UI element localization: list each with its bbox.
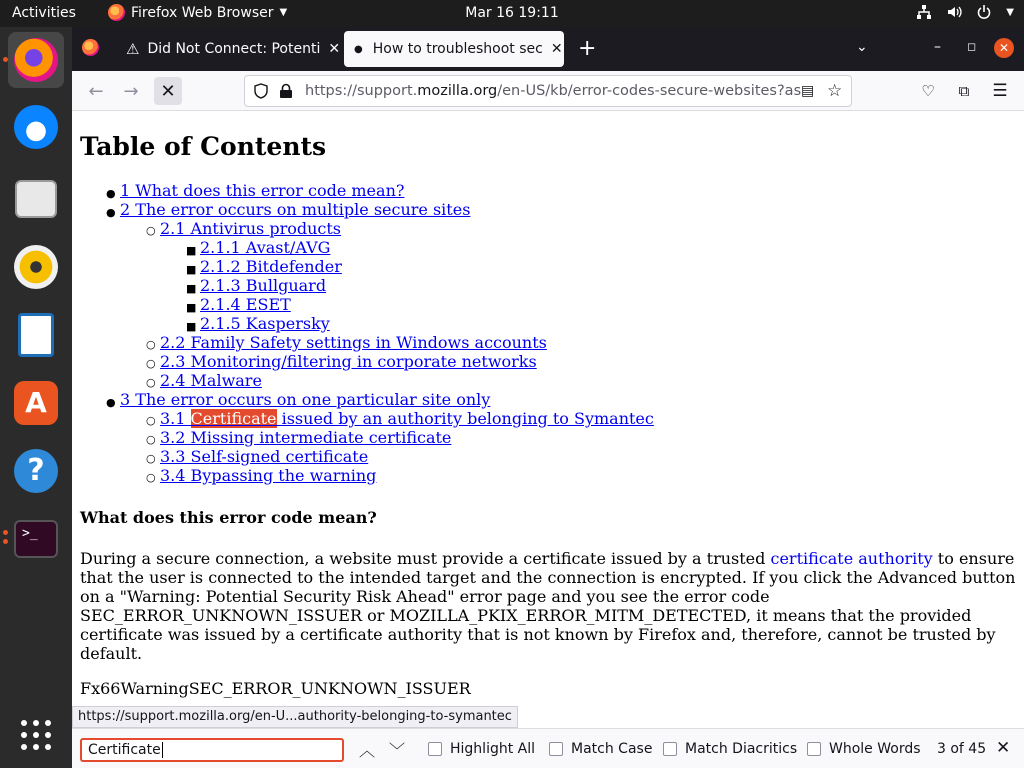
toc-link[interactable]: 2.1.2 Bitdefender [200, 257, 342, 276]
section-heading: What does this error code mean? [80, 508, 377, 527]
tab-did-not-connect[interactable] [116, 31, 341, 67]
rhythmbox-icon [14, 245, 58, 289]
toc-link[interactable]: 3.1 Certificate issued by an authority belonging to Symantec [160, 409, 654, 428]
chevron-down-icon: ﹀ [389, 741, 406, 760]
clock[interactable]: Mar 16 19:11 [465, 5, 559, 21]
lock-icon [279, 83, 293, 99]
toc-heading: Table of Contents [80, 132, 327, 161]
firefox-icon [82, 39, 99, 56]
match-diacritics-checkbox[interactable]: Match Diacritics [663, 741, 797, 757]
dock-thunderbird[interactable] [8, 99, 64, 155]
app-center-icon: A [14, 381, 58, 425]
toc-link[interactable]: 2.1.3 Bullguard [200, 276, 327, 295]
stop-button[interactable] [154, 77, 182, 105]
checkbox-box [807, 742, 821, 756]
chevron-down-icon: ▼ [1006, 6, 1014, 18]
paragraph-error-meaning: During a secure connection, a website must provide a certificate issued by a trusted certificate authority to ensure that the user is connected to the intended target and the connection is encrypted. If you click the Advanced button on a "Warning: Potential Security Risk Ahead" error page and you see the error code SEC_ERROR_UNKNOWN_ISSUER or MOZILLA_PKIX_ERROR_MITM_DETECTED, it means that the provided certificate was issued by a certificate authority that is not known by Firefox and, therefore, cannot be trusted by default. [80, 549, 1016, 663]
firefox-icon [108, 4, 125, 21]
toc-link[interactable]: 2.1 Antivirus products [160, 219, 342, 238]
bullet-icon: ■ [186, 263, 197, 276]
find-previous-button[interactable] [359, 738, 375, 761]
help-icon: ? [14, 449, 58, 493]
dock-files[interactable] [8, 171, 64, 227]
tab-bar [72, 27, 1024, 71]
app-menu-button[interactable] [986, 77, 1014, 105]
dock-firefox[interactable] [8, 32, 64, 88]
toc-link[interactable]: 2.1.1 Avast/AVG [200, 238, 331, 257]
find-bar [72, 728, 1024, 768]
terminal-icon: >_ [14, 520, 58, 558]
bullet-icon: ○ [146, 452, 156, 465]
toc-link[interactable]: 2.1.4 ESET [200, 295, 291, 314]
find-result-count: 3 of 45 [937, 741, 987, 757]
bullet-icon: ○ [146, 433, 156, 446]
forward-button[interactable] [117, 77, 145, 105]
navigation-toolbar [72, 71, 1024, 111]
toc-link[interactable]: 2.1.5 Kaspersky [200, 314, 330, 333]
network-icon [916, 4, 932, 20]
certificate-authority-link[interactable]: certificate authority [770, 549, 933, 568]
hamburger-icon: ☰ [992, 81, 1008, 101]
running-indicator [3, 530, 8, 535]
thunderbird-icon [14, 105, 58, 149]
find-input[interactable]: Certificate [80, 738, 344, 762]
url-bar[interactable] [244, 75, 852, 107]
close-icon: ✕ [996, 738, 1011, 758]
pocket-button[interactable] [914, 77, 942, 105]
running-indicator [3, 539, 8, 544]
toc-link[interactable]: 3.3 Self-signed certificate [160, 447, 369, 466]
power-icon [976, 4, 992, 20]
bullet-icon: ○ [146, 471, 156, 484]
dock-libreoffice-writer[interactable] [8, 307, 64, 363]
toc-link[interactable]: 3 The error occurs on one particular site only [120, 390, 491, 409]
whole-words-checkbox[interactable]: Whole Words [807, 741, 921, 757]
bullet-icon: ○ [146, 224, 156, 237]
grid-icon [20, 719, 52, 751]
tab-title: How to troubleshoot sec [372, 41, 543, 57]
chevron-down-icon: ▼ [279, 7, 288, 18]
paragraph-warning-image-caption: Fx66WarningSEC_ERROR_UNKNOWN_ISSUER [80, 679, 471, 698]
checkbox-box [549, 742, 563, 756]
find-highlight: Certificate [190, 409, 277, 428]
bullet-icon: ○ [146, 338, 156, 351]
bookmark-star-icon[interactable]: ☆ [827, 81, 843, 101]
arrow-right-icon: → [123, 80, 139, 102]
toc-link[interactable]: 2.3 Monitoring/filtering in corporate networks [160, 352, 537, 371]
writer-icon [18, 313, 54, 357]
checkbox-box [428, 742, 442, 756]
bullet-icon: ○ [146, 414, 156, 427]
back-button[interactable] [82, 77, 110, 105]
reader-view-icon[interactable]: ▤ [801, 83, 815, 99]
warning-icon: ⚠ [126, 40, 140, 58]
arrow-left-icon: ← [88, 80, 104, 102]
bullet-icon: ● [106, 187, 116, 200]
find-next-button[interactable] [389, 738, 405, 761]
extensions-button[interactable] [950, 77, 978, 105]
list-all-tabs-button[interactable]: ⌄ [856, 39, 868, 55]
toc-link[interactable]: 2 The error occurs on multiple secure sites [120, 200, 471, 219]
shield-icon [253, 83, 269, 99]
toc-link[interactable]: 2.2 Family Safety settings in Windows accounts [160, 333, 547, 352]
folder-icon [15, 180, 57, 218]
page-content [72, 112, 1024, 728]
system-menu[interactable] [916, 4, 1014, 20]
bullet-icon: ■ [186, 282, 197, 295]
activities-button[interactable]: Activities [12, 5, 76, 21]
bullet-icon: ■ [186, 320, 197, 333]
running-indicator [3, 57, 8, 62]
bullet-icon: ○ [146, 357, 156, 370]
url-text[interactable]: https://support.mozilla.org/en-US/kb/error-codes-secure-websites?as [305, 83, 802, 99]
toc-link[interactable]: 3.2 Missing intermediate certificate [160, 428, 452, 447]
chevron-up-icon: ︿ [359, 741, 376, 760]
system-top-bar [0, 0, 1024, 27]
match-case-checkbox[interactable]: Match Case [549, 741, 652, 757]
bullet-icon: ■ [186, 301, 197, 314]
tab-how-to-troubleshoot[interactable] [344, 31, 564, 67]
pocket-icon: ♡ [921, 82, 935, 100]
show-applications-button[interactable] [8, 707, 64, 763]
link-status-panel: https://support.mozilla.org/en-U...authority-belonging-to-symantec [72, 706, 518, 728]
toc-link[interactable]: 1 What does this error code mean? [120, 181, 405, 200]
bullet-icon: ○ [146, 376, 156, 389]
close-icon[interactable]: ✕ [328, 41, 341, 57]
checkbox-box [663, 742, 677, 756]
maximize-button[interactable]: ◻ [967, 40, 977, 53]
firefox-view-button[interactable] [82, 39, 99, 56]
dock-help[interactable] [8, 443, 64, 499]
dock-rhythmbox[interactable] [8, 239, 64, 295]
bullet-icon: ■ [186, 244, 197, 257]
loading-icon: ● [354, 43, 363, 55]
close-find-bar-button[interactable] [996, 738, 1010, 758]
volume-icon [946, 4, 962, 20]
bullet-icon: ● [106, 396, 116, 409]
app-menu-label: Firefox Web Browser [131, 4, 274, 21]
app-menu[interactable] [108, 4, 287, 21]
toc-link[interactable]: 2.4 Malware [160, 371, 262, 390]
close-icon[interactable]: ✕ [550, 41, 563, 57]
toc-link[interactable]: 3.4 Bypassing the warning [160, 466, 377, 485]
puzzle-icon: ⧉ [958, 82, 970, 100]
highlight-all-checkbox[interactable]: Highlight All [428, 741, 535, 757]
firefox-icon [14, 38, 58, 82]
close-icon: ✕ [160, 80, 176, 102]
minimize-button[interactable]: – [934, 39, 941, 55]
tab-title: Did Not Connect: Potenti [147, 41, 321, 57]
dock-app-center[interactable] [8, 375, 64, 431]
dock [0, 27, 72, 768]
dock-terminal[interactable] [8, 511, 64, 567]
close-window-button[interactable]: ✕ [994, 38, 1014, 58]
new-tab-button[interactable]: + [578, 36, 597, 61]
bullet-icon: ● [106, 206, 116, 219]
